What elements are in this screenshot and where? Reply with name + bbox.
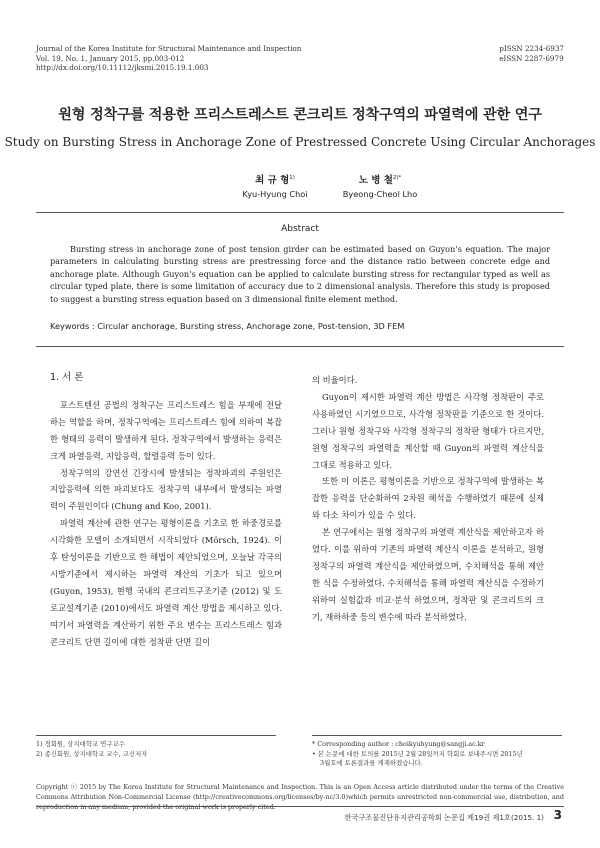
title-english: Study on Bursting Stress in Anchorage Zone of Prestressed Concrete Using Circular Anchorages xyxy=(4,135,596,149)
author-1 xyxy=(230,172,320,199)
section-1-heading: 1. 서 론 xyxy=(50,372,84,383)
footnote: 1) 정회원, 상지대학교 연구교수 xyxy=(36,740,125,748)
author-2-mark: 2)* xyxy=(392,174,402,181)
paragraph: 정착구역의 강연선 긴장시에 발생되는 정착파괴의 주원인은 지압응력에 의한 파괴보다도 정착구역 내부에서 발생되는 파열력이 주원인이다 (Chung and Koo, 2001). xyxy=(50,467,282,512)
footer-journal: 한국구조물진단유지관리공학회 논문집 제19권 제1호(2015. 1) xyxy=(344,813,544,822)
page-number: 3 xyxy=(553,808,562,822)
paragraph: 포스트텐션 공법의 정착구는 프리스트레스 힘을 부재에 전달하는 역할을 하며, 정착구역에는 프리스트레스 힘에 의하여 복잡한 형태의 응력이 발생하게 된다. 정착구역에서 발생하는 응력은 크게 파열응력, 지압응력, 할렬응력 등이 있다. xyxy=(50,399,282,461)
footnote: 2) 종신회원, 상지대학교 교수, 교신저자 xyxy=(36,749,148,758)
author-1-name-ko: 최 규 형 xyxy=(255,175,290,186)
journal-name: Journal of the Korea Institute for Structural Maintenance and Inspection xyxy=(36,44,302,53)
journal-header xyxy=(36,44,301,73)
left-column xyxy=(50,370,282,651)
footnote-rule-right xyxy=(312,735,562,736)
doi-link[interactable]: http://dx.doi.org/10.11112/jksmi.2015.19.1.003 xyxy=(36,63,209,73)
paragraph: 의 비율이다. xyxy=(312,375,358,385)
author-2-name-en: Byeong-Cheol Lho xyxy=(342,189,418,199)
footnotes-left xyxy=(36,740,147,759)
issn-block xyxy=(499,44,564,63)
pissn: pISSN 2234-6937 xyxy=(499,44,564,53)
abstract-top-rule xyxy=(36,212,564,213)
title-korean: 원형 정착구를 적용한 프리스트레스트 콘크리트 정착구역의 파열력에 관한 연구 xyxy=(58,107,542,123)
paragraph: Guyon이 제시한 파열력 계산 방법은 사각형 정착판이 주로 사용하였던 시기였으므로, 사각형 정착판을 기준으로 한 것이다. 그러나 원형 정착구와 사각형 정착구의 정착판 형태가 다르지만, 원형 정착구의 파열력을 계산할 때 Guyon의 파열력 계산식을 그대로 적용하고 있다. xyxy=(312,391,544,470)
author-1-name-en: Kyu-Hyung Choi xyxy=(242,189,308,199)
paragraph: 파열력 계산에 관한 연구는 평형이론을 기초로 한 하중경로를 시각화한 모델이 소개되면서 시작되었다 (Mörsch, 1924). 이후 탄성이론을 기반으로 한 해법이 제안되었으며, 오늘날 각국의 시방기준에서 제시하는 파열력 계산의 기초가 되고 있으며 (Guyon, 1953), 현행 국내의 콘크리트구조기준 (2012) 및 도로교설계기준 (2010)에서도 파열력 계산 방법을 제시하고 있다. 여기서 파열력을 계산하기 위한 주요 변수는 프리스트레스 힘과 콘크리트 단면 길이에 대한 정착판 단면 길이 xyxy=(50,518,282,647)
copyright-notice: Copyright ⓒ 2015 by The Korea Institute for Structural Maintenance and Inspection. This is an Open Access article distributed under the terms of the Creative Commons Attribution Non-Commercial License (http://creativecommons.org/licenses/by-nc/3.0)which permits unrestricted non-commercial use, distribution, and reproduction in any medium, provided the original work is properly cited. xyxy=(36,783,564,811)
right-column xyxy=(312,372,544,626)
abstract-heading: Abstract xyxy=(281,224,319,234)
footnote-rule-left xyxy=(36,735,276,736)
author-2 xyxy=(330,172,430,199)
footnote: 3월호에 토론결과를 게재하겠습니다. xyxy=(320,759,423,768)
author-2-name-ko: 노 병 철 xyxy=(358,175,393,186)
journal-volume: Vol. 19, No. 1, January 2015, pp.003-012 xyxy=(36,53,185,63)
paragraph: 또한 이 이론은 평형이론을 기반으로 정착구역에 발생하는 복잡한 응력을 단순화하여 2차원 해석을 수행하였기 때문에 실제와 다소 차이가 있을 수 있다. xyxy=(312,476,544,521)
footnotes-right xyxy=(312,740,572,769)
footer-rule xyxy=(36,806,564,807)
abstract-bottom-rule xyxy=(36,346,564,347)
paragraph: 본 연구에서는 원형 정착구의 파열력 계산식을 제안하고자 하였다. 이를 위하여 기존의 파열력 계산식 이론을 분석하고, 원형 정착구의 파열력 계산식을 제안하였으며, 수치해석을 통해 제안한 식을 수정하였다. 수치해석을 통해 파열력 계산식을 수정하기 위하여 실험값과 비교·분석 하였으며, 정착판 및 콘크리트의 크기, 재하하중 등의 변수에 따라 분석하였다. xyxy=(312,527,544,622)
footnote: • 본 논문에 대한 토의를 2015년 2월 28일까지 학회로 보내주시면 2015년 xyxy=(312,749,523,758)
author-1-mark: 1) xyxy=(289,174,295,181)
abstract-text: Bursting stress in anchorage zone of post tension girder can be estimated based on Guyon’s equation. The major parameters in calculating bursting stress are prestressing force and the distance ratio between concrete edge and anchorage plate. Although Guyon’s equation can be applied to calculate bursting stress for rectangular typed as well as circular typed plate, there is some limitation of accuracy due to 2 dimensional analysis. Therefore this study is proposed to suggest a bursting stress equation based on 3 dimensional finite element method. xyxy=(50,244,550,304)
keywords: Keywords : Circular anchorage, Bursting stress, Anchorage zone, Post-tension, 3D FEM xyxy=(50,321,405,331)
corresponding-author: * Corresponding author : choikyuhyung@sangji.ac.kr xyxy=(312,740,485,748)
eissn: eISSN 2287-6979 xyxy=(499,53,564,63)
